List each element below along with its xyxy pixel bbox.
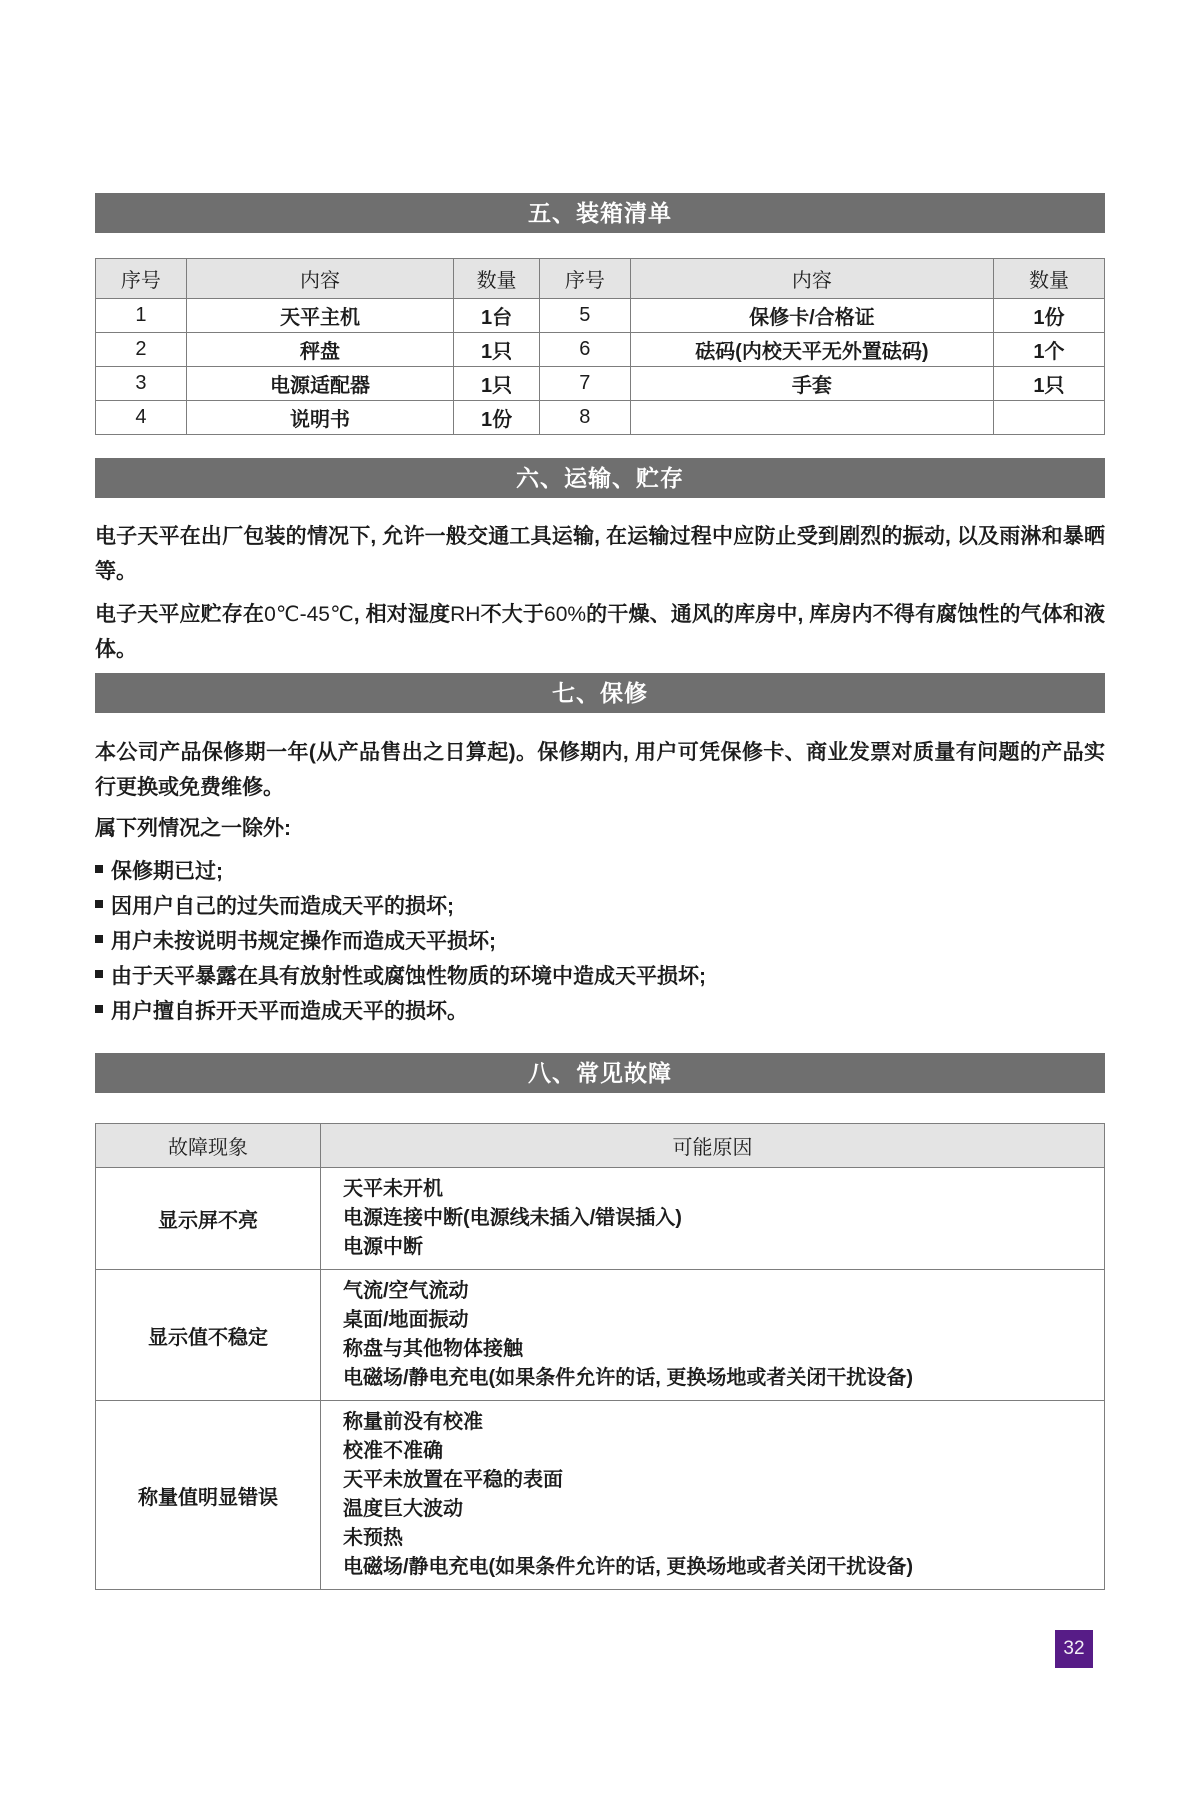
- packing-table-row: [96, 401, 1105, 435]
- table-cell: 1台: [454, 299, 540, 333]
- text-segment: 60%: [544, 603, 587, 626]
- packing-header-qty-2: 数量: [993, 259, 1104, 299]
- fault-phenomenon-cell: 显示值不稳定: [96, 1270, 321, 1401]
- list-item: [95, 889, 1105, 924]
- cause-line: 电源连接中断(电源线未插入/错误插入): [343, 1207, 682, 1229]
- fault-phenomenon-cell: 显示屏不亮: [96, 1168, 321, 1270]
- list-item: [95, 959, 1105, 994]
- list-item: [95, 994, 1105, 1029]
- fault-table-row: [96, 1168, 1105, 1270]
- table-cell: 1只: [993, 367, 1104, 401]
- fault-table-header-row: [96, 1124, 1105, 1168]
- fault-causes-cell: [321, 1401, 1105, 1590]
- fault-header-phenomenon: 故障现象: [96, 1124, 321, 1168]
- cause-line: 桌面/地面振动: [343, 1309, 469, 1331]
- table-cell: [630, 401, 993, 435]
- text-segment: 不大于: [480, 603, 545, 626]
- section-title-faults: 八、常见故障: [95, 1053, 1105, 1093]
- cause-line: 电磁场/静电充电(如果条件允许的话, 更换场地或者关闭干扰设备): [343, 1367, 913, 1389]
- table-cell: 说明书: [186, 401, 453, 435]
- transport-paragraph-2: [95, 597, 1105, 667]
- table-cell: 1份: [993, 299, 1104, 333]
- list-item-text: 保修期已过;: [111, 860, 223, 883]
- section-title-warranty: 七、保修: [95, 673, 1105, 713]
- packing-header-no-2: 序号: [539, 259, 630, 299]
- cause-line: 称量前没有校准: [343, 1411, 483, 1433]
- list-item: [95, 924, 1105, 959]
- packing-table-row: [96, 299, 1105, 333]
- table-cell: 2: [96, 333, 187, 367]
- cause-line: 天平未开机: [343, 1178, 443, 1200]
- bullet-square-icon: [95, 935, 103, 943]
- list-item-text: 用户擅自拆开天平而造成天平的损坏。: [111, 1000, 468, 1023]
- text-segment: RH: [450, 603, 481, 626]
- table-cell: 1只: [454, 367, 540, 401]
- packing-table: [95, 258, 1105, 435]
- table-cell: [993, 401, 1104, 435]
- fault-table: [95, 1123, 1105, 1590]
- bullet-square-icon: [95, 865, 103, 873]
- section-title-transport: 六、运输、贮存: [95, 458, 1105, 498]
- transport-paragraph-1: 电子天平在出厂包装的情况下, 允许一般交通工具运输, 在运输过程中应防止受到剧烈的振动, 以及雨淋和暴晒等。: [95, 525, 1105, 583]
- fault-table-row: [96, 1270, 1105, 1401]
- cause-line: 电源中断: [343, 1236, 423, 1258]
- packing-header-content-2: 内容: [630, 259, 993, 299]
- table-cell: 天平主机: [186, 299, 453, 333]
- text-segment: 的干燥、通风的库房中, 库房内不得有腐蚀性的气体和液体。: [95, 603, 1106, 661]
- list-item-text: 因用户自己的过失而造成天平的损坏;: [111, 895, 454, 918]
- table-cell: 1份: [454, 401, 540, 435]
- cause-line: 电磁场/静电充电(如果条件允许的话, 更换场地或者关闭干扰设备): [343, 1556, 913, 1578]
- table-cell: 保修卡/合格证: [630, 299, 993, 333]
- fault-header-cause: 可能原因: [321, 1124, 1105, 1168]
- table-cell: 4: [96, 401, 187, 435]
- warranty-exception-list: [95, 854, 1105, 1029]
- bullet-square-icon: [95, 900, 103, 908]
- page-number-badge: 32: [1055, 1630, 1093, 1668]
- table-cell: 秤盘: [186, 333, 453, 367]
- cause-line: 温度巨大波动: [343, 1498, 463, 1520]
- fault-phenomenon-cell: 称量值明显错误: [96, 1401, 321, 1590]
- table-cell: 砝码(内校天平无外置砝码): [630, 333, 993, 367]
- table-cell: 7: [539, 367, 630, 401]
- warranty-exceptions-label: 属下列情况之一除外:: [95, 817, 291, 840]
- packing-table-row: [96, 333, 1105, 367]
- table-cell: 5: [539, 299, 630, 333]
- table-cell: 1个: [993, 333, 1104, 367]
- packing-table-row: [96, 367, 1105, 401]
- cause-line: 称盘与其他物体接触: [343, 1338, 523, 1360]
- packing-table-header-row: [96, 259, 1105, 299]
- fault-causes-cell: [321, 1270, 1105, 1401]
- list-item: [95, 854, 1105, 889]
- table-cell: 8: [539, 401, 630, 435]
- list-item-text: 用户未按说明书规定操作而造成天平损坏;: [111, 930, 496, 953]
- text-segment: 电子天平应贮存在: [95, 603, 265, 626]
- bullet-square-icon: [95, 1005, 103, 1013]
- table-cell: 6: [539, 333, 630, 367]
- packing-header-no-1: 序号: [96, 259, 187, 299]
- text-segment: 0℃-45℃: [264, 603, 354, 626]
- warranty-paragraph: 本公司产品保修期一年(从产品售出之日算起)。保修期内, 用户可凭保修卡、商业发票对质量有问题的产品实行更换或免费维修。: [95, 741, 1105, 799]
- cause-line: 气流/空气流动: [343, 1280, 469, 1302]
- list-item-text: 由于天平暴露在具有放射性或腐蚀性物质的环境中造成天平损坏;: [111, 965, 706, 988]
- packing-header-qty-1: 数量: [454, 259, 540, 299]
- section-title-packing: 五、装箱清单: [95, 193, 1105, 233]
- fault-causes-cell: [321, 1168, 1105, 1270]
- cause-line: 校准不准确: [343, 1440, 443, 1462]
- cause-line: 未预热: [343, 1527, 403, 1549]
- table-cell: 手套: [630, 367, 993, 401]
- bullet-square-icon: [95, 970, 103, 978]
- table-cell: 电源适配器: [186, 367, 453, 401]
- page-footer: [95, 1630, 1105, 1668]
- packing-header-content-1: 内容: [186, 259, 453, 299]
- cause-line: 天平未放置在平稳的表面: [343, 1469, 563, 1491]
- table-cell: 1: [96, 299, 187, 333]
- table-cell: 3: [96, 367, 187, 401]
- table-cell: 1只: [454, 333, 540, 367]
- text-segment: , 相对湿度: [353, 603, 451, 626]
- fault-table-row: [96, 1401, 1105, 1590]
